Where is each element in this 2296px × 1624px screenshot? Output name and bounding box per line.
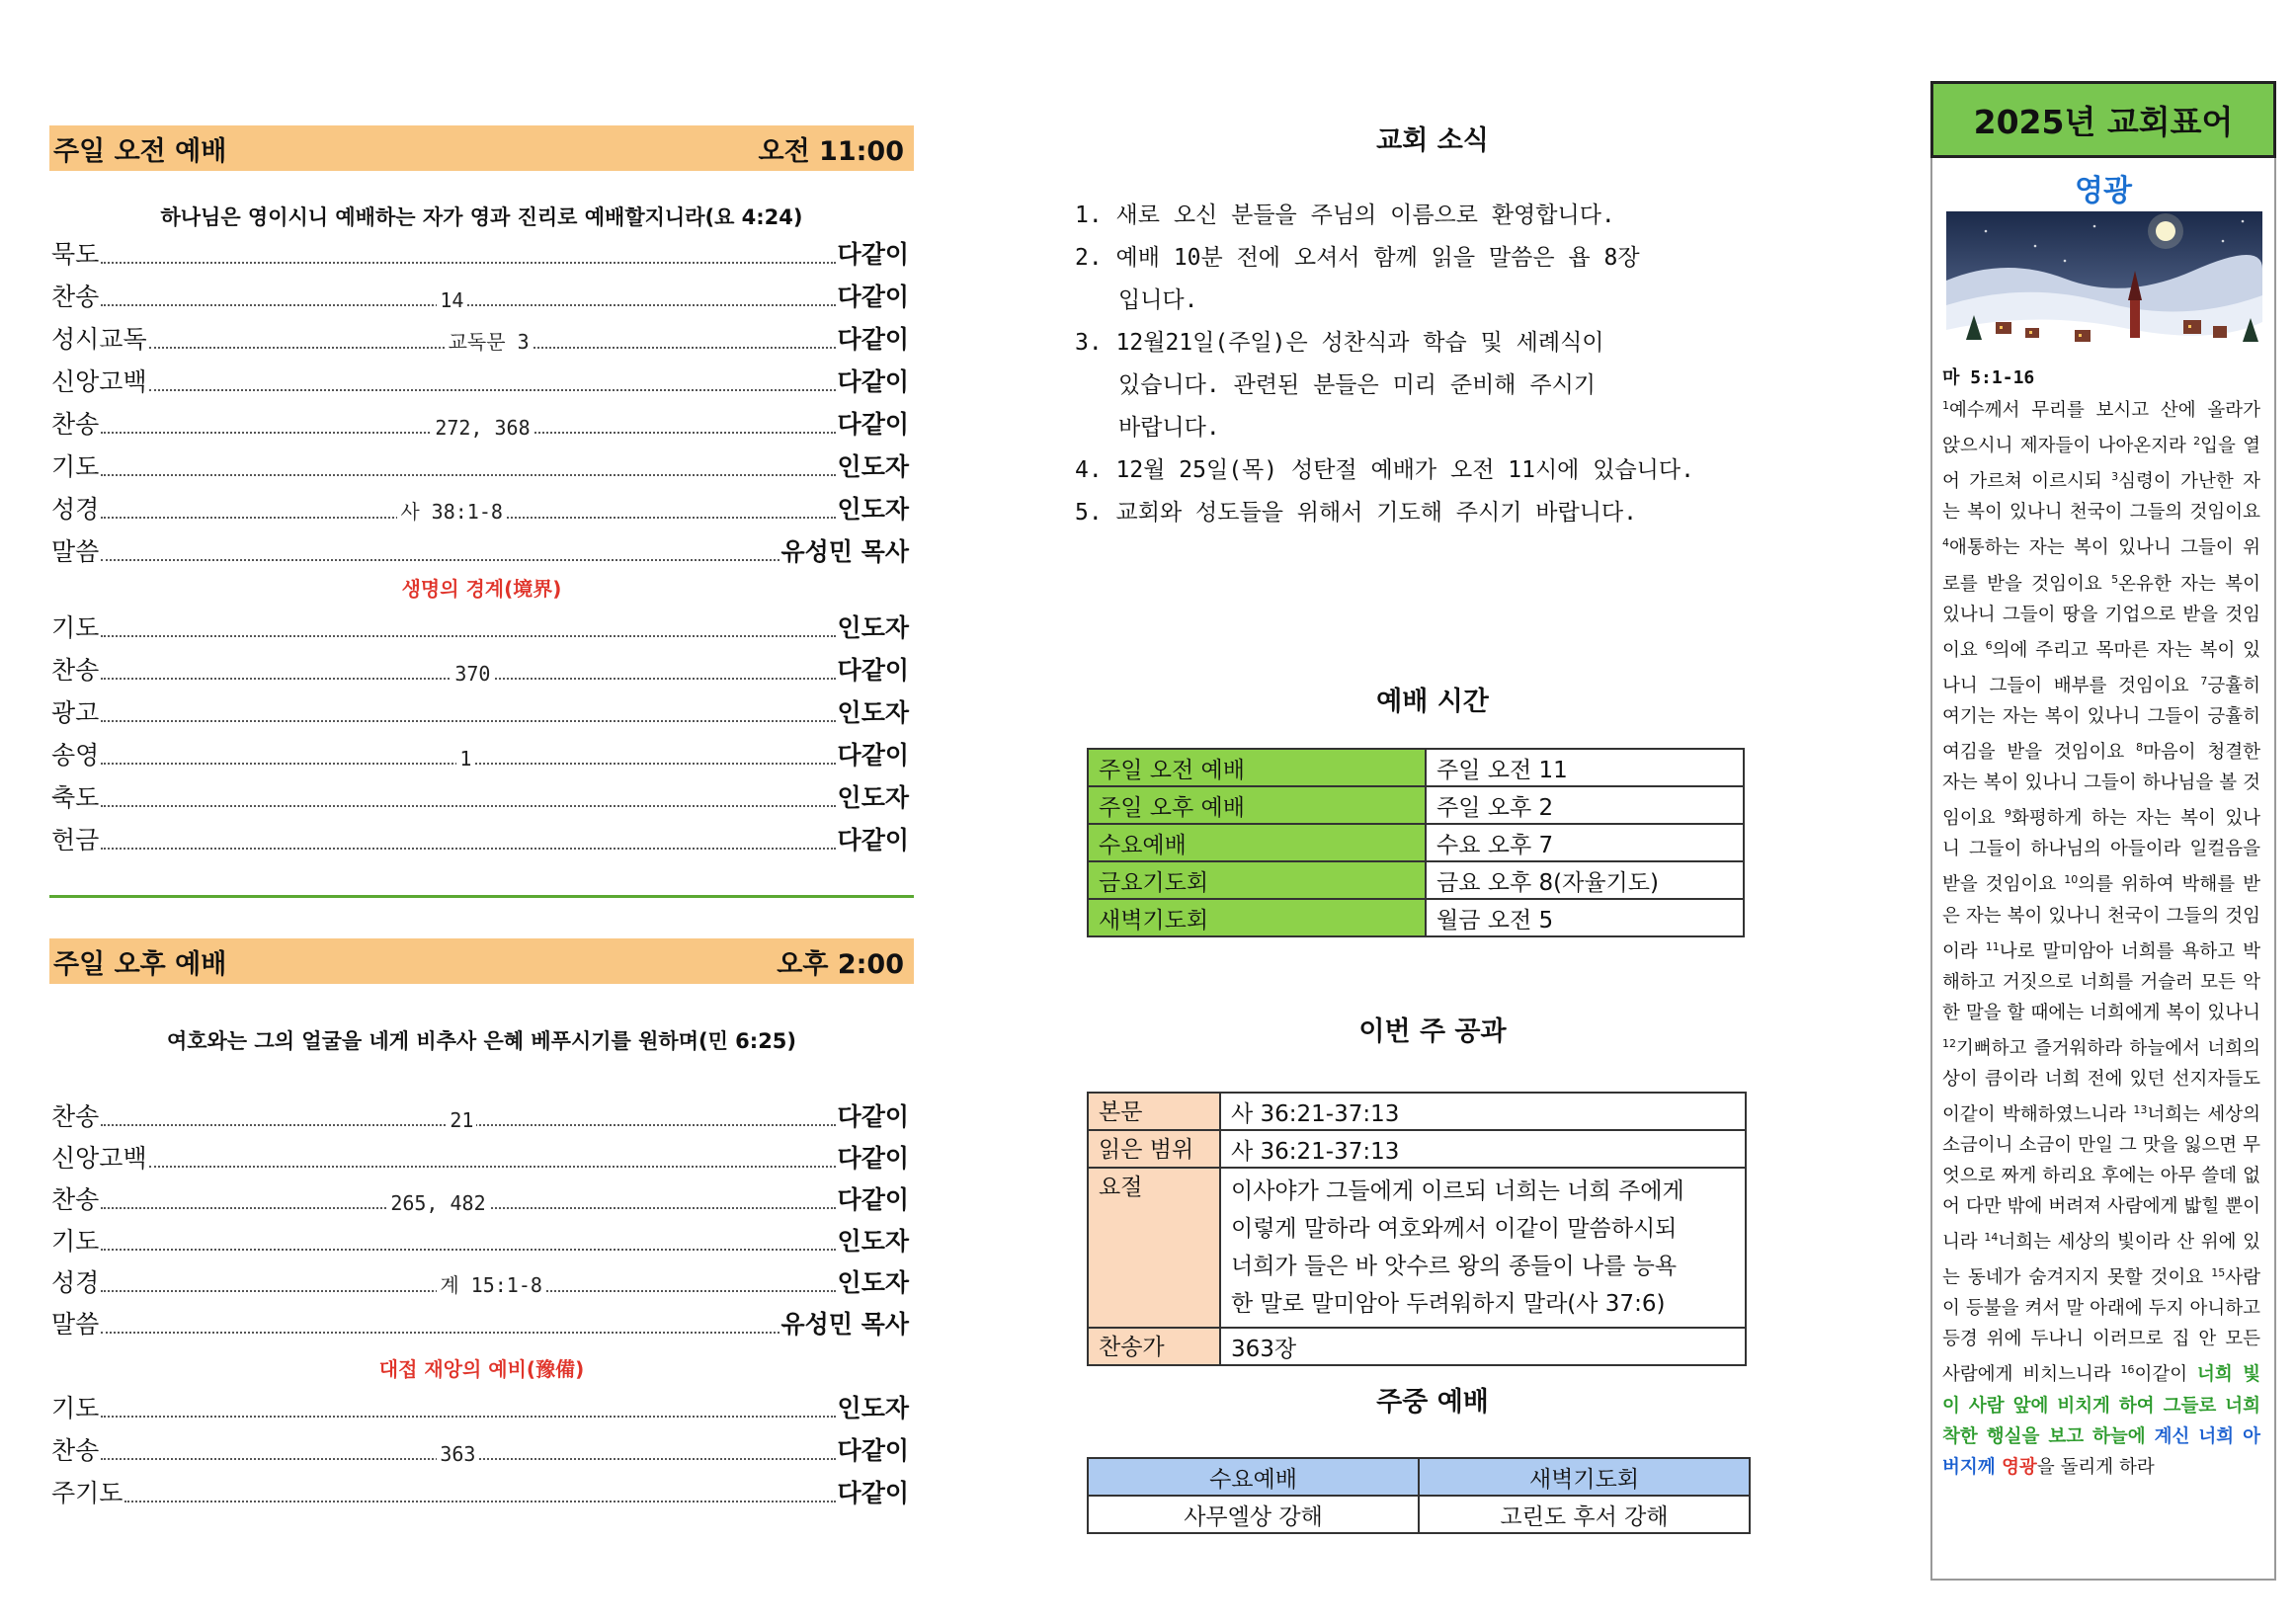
verse-number: 13 xyxy=(2133,1102,2148,1116)
order-row xyxy=(51,1307,909,1340)
dot-leader xyxy=(101,261,835,264)
dot-leader xyxy=(101,634,835,637)
order-leader: 다같이 xyxy=(837,1185,909,1214)
dot-leader xyxy=(101,500,835,524)
order-label: 송영 xyxy=(51,741,100,770)
lesson-table xyxy=(1087,1092,1747,1366)
order-label: 말씀 xyxy=(51,1310,100,1339)
verse-text: 나로 말미암아 너희를 욕하고 박해하고 거짓으로 너희를 거슬러 모든 악한 말을 할 때에는 너희에게 복이 있나니 xyxy=(1942,940,2260,1023)
order-label: 기도 xyxy=(51,452,100,481)
verse-text: 기뻐하고 즐거워하라 하늘에서 너희의 상이 큼이라 너희 전에 있던 선지자들도 이같이 박해하였느니라 xyxy=(1942,1037,2260,1126)
schedule-time: 수요 오후 7 xyxy=(1426,824,1744,861)
order-row xyxy=(51,1099,909,1133)
table-row xyxy=(1088,1168,1746,1328)
order-row xyxy=(51,1182,909,1216)
order-detail: 265, 482 xyxy=(387,1191,488,1215)
verse-number: 7 xyxy=(2200,674,2208,688)
order-row xyxy=(51,823,909,856)
news-line: 2. 예배 10분 전에 오셔서 함께 읽을 말씀은 욥 8장 xyxy=(1075,245,1640,271)
order-row xyxy=(51,492,909,526)
dot-leader xyxy=(101,1415,835,1418)
verse-text: 예수께서 무리를 보시고 산에 올라가 앉으시니 제자들이 나아온지라 xyxy=(1942,400,2260,457)
verse-text: 너희 빛이 사람 앞에 비치게 하여 그들로 너희 착한 행실을 보고 하늘에 xyxy=(1942,1364,2260,1447)
order-label: 찬송 xyxy=(51,1436,100,1465)
schedule-time: 금요 오후 8(자율기도) xyxy=(1426,861,1744,899)
lesson-key-verse xyxy=(1220,1168,1746,1328)
verse-number: 16 xyxy=(2120,1363,2135,1377)
order-label: 찬송 xyxy=(51,410,100,439)
order-label: 찬송 xyxy=(51,1102,100,1131)
news-line: 입니다. xyxy=(1118,287,1198,313)
motto-title: 2025년 교회표어 xyxy=(1930,81,2276,158)
schedule-time: 주일 오후 2 xyxy=(1426,786,1744,824)
order-label: 성경 xyxy=(51,495,100,524)
verse-text: 사람이 등불을 켜서 말 아래에 두지 아니하고 등경 위에 두나니 이러므로 집 안 모든 사람에게 비치느니라 xyxy=(1942,1267,2260,1386)
schedule-time: 주일 오전 11 xyxy=(1426,749,1744,786)
verse-number: 3 xyxy=(2111,470,2119,484)
motto-word: 영광 xyxy=(2075,174,2132,208)
dot-leader xyxy=(101,1442,835,1466)
order-detail: 14 xyxy=(437,288,466,312)
order-leader: 다같이 xyxy=(837,367,909,396)
order-row xyxy=(51,1433,909,1467)
verse-text: 마음이 청결한 자는 복이 있나니 그들이 하나님을 볼 것임이요 xyxy=(1942,742,2261,830)
order-label: 찬송 xyxy=(51,283,100,311)
order-label: 찬송 xyxy=(51,656,100,685)
news-title: 교회 소식 xyxy=(1376,125,1489,156)
schedule-table xyxy=(1087,748,1745,937)
midweek-value: 사무엘상 강해 xyxy=(1088,1496,1419,1533)
schedule-name: 주일 오전 예배 xyxy=(1088,749,1426,786)
lesson-value: 사 36:21-37:13 xyxy=(1220,1093,1746,1130)
dot-leader xyxy=(101,1273,835,1297)
afternoon-service-time: 오후 2:00 xyxy=(777,948,904,980)
order-detail: 363 xyxy=(437,1442,478,1466)
order-leader: 인도자 xyxy=(837,1227,909,1256)
order-row xyxy=(51,1265,909,1299)
afternoon-service-header xyxy=(49,938,914,984)
midweek-title: 주중 예배 xyxy=(1376,1387,1489,1418)
section-divider xyxy=(49,895,914,898)
order-detail: 272, 368 xyxy=(432,416,533,440)
dot-leader xyxy=(101,473,835,476)
verse-number: 5 xyxy=(2111,572,2119,586)
lesson-title: 이번 주 공과 xyxy=(1358,1016,1507,1047)
order-row xyxy=(51,653,909,687)
verse-text: 을 돌리게 하라 xyxy=(2036,1456,2155,1478)
schedule-title: 예배 시간 xyxy=(1376,687,1489,717)
table-row xyxy=(1088,824,1744,861)
dot-leader xyxy=(101,847,835,850)
dot-leader xyxy=(101,1331,779,1334)
order-row xyxy=(51,322,909,356)
key-verse-line: 이사야가 그들에게 이르되 너희는 너희 주에게 xyxy=(1231,1178,1684,1204)
order-detail: 370 xyxy=(451,662,493,686)
order-detail: 1 xyxy=(456,747,474,771)
verse-text: 의에 주리고 목마른 자는 복이 있나니 그들이 배부를 것임이요 xyxy=(1942,639,2261,697)
dot-leader xyxy=(101,1248,835,1251)
motto-reference: 마 5:1-16 xyxy=(1942,367,2035,388)
order-label: 헌금 xyxy=(51,826,100,854)
order-leader: 유성민 목사 xyxy=(780,537,909,566)
key-verse-line: 너희가 들은 바 앗수르 왕의 종들이 나를 능욕 xyxy=(1231,1254,1678,1279)
verse-text: 의를 위하여 박해를 받은 자는 복이 있나니 천국이 그들의 것임이라 xyxy=(1942,874,2260,962)
dot-leader xyxy=(101,804,835,807)
dot-leader xyxy=(101,1108,835,1132)
order-leader: 인도자 xyxy=(837,1268,909,1297)
order-label: 축도 xyxy=(51,783,100,812)
verse-number: 14 xyxy=(1984,1231,1999,1245)
lesson-value: 363장 xyxy=(1220,1328,1746,1365)
table-row xyxy=(1088,1130,1746,1168)
verse-number: 11 xyxy=(1985,939,2000,953)
order-row xyxy=(51,365,909,398)
afternoon-sermon-title: 대접 재앙의 예비(豫備) xyxy=(378,1357,585,1381)
table-row xyxy=(1088,1093,1746,1130)
dot-leader xyxy=(149,1165,836,1168)
table-row xyxy=(1088,899,1744,936)
morning-service-time: 오전 11:00 xyxy=(758,135,904,167)
table-row xyxy=(1088,1328,1746,1365)
lesson-key: 찬송가 xyxy=(1088,1328,1220,1365)
motto-scripture xyxy=(1942,390,2260,1483)
order-leader: 다같이 xyxy=(837,826,909,854)
order-leader: 인도자 xyxy=(837,698,909,727)
order-detail: 사 38:1-8 xyxy=(397,496,506,525)
key-verse-line: 이렇게 말하라 여호와께서 이같이 말씀하시되 xyxy=(1231,1216,1678,1242)
verse-text: 영광 xyxy=(2002,1456,2037,1478)
schedule-name: 금요기도회 xyxy=(1088,861,1426,899)
morning-verse: 하나님은 영이시니 예배하는 자가 영과 진리로 예배할지니라(요 4:24) xyxy=(160,205,803,229)
verse-number: 9 xyxy=(2005,807,2011,821)
order-leader: 다같이 xyxy=(837,325,909,354)
verse-number: 10 xyxy=(2064,873,2079,887)
order-leader: 다같이 xyxy=(837,656,909,685)
verse-text: 온유한 자는 복이 있나니 그들이 땅을 기업으로 받을 것임이요 xyxy=(1942,573,2260,661)
lesson-value: 사 36:21-37:13 xyxy=(1220,1130,1746,1168)
key-verse-line: 한 말로 말미암아 두려워하지 말라(사 37:6) xyxy=(1231,1291,1666,1317)
order-leader: 유성민 목사 xyxy=(780,1310,909,1339)
order-row xyxy=(51,610,909,644)
order-row xyxy=(51,534,909,568)
order-leader: 다같이 xyxy=(837,410,909,439)
winter-village-image xyxy=(1946,211,2262,360)
order-leader: 인도자 xyxy=(837,452,909,481)
table-row xyxy=(1088,786,1744,824)
dot-leader xyxy=(101,1191,835,1215)
order-detail: 계 15:1-8 xyxy=(437,1269,545,1298)
order-label: 기도 xyxy=(51,613,100,642)
order-row xyxy=(51,780,909,814)
dot-leader xyxy=(124,1500,835,1502)
verse-number: 8 xyxy=(2136,741,2144,755)
order-label: 찬송 xyxy=(51,1185,100,1214)
dot-leader xyxy=(149,388,836,391)
order-leader: 인도자 xyxy=(837,613,909,642)
verse-number: 1 xyxy=(1942,399,1949,412)
order-leader: 다같이 xyxy=(837,741,909,770)
order-row xyxy=(51,407,909,441)
order-row xyxy=(51,449,909,483)
order-leader: 인도자 xyxy=(837,783,909,812)
schedule-name: 새벽기도회 xyxy=(1088,899,1426,936)
order-label: 성경 xyxy=(51,1268,100,1297)
order-label: 광고 xyxy=(51,698,100,727)
order-row xyxy=(51,1476,909,1509)
order-label: 기도 xyxy=(51,1394,100,1422)
dot-leader xyxy=(149,330,836,354)
verse-text: 너희는 세상의 빛이라 산 위에 있는 동네가 숨겨지지 못할 것이요 xyxy=(1942,1232,2261,1289)
lesson-key: 요절 xyxy=(1088,1168,1220,1328)
dot-leader xyxy=(101,558,779,561)
verse-text: 긍휼히 여기는 자는 복이 있나니 그들이 긍휼히 여김을 받을 것임이요 xyxy=(1942,676,2260,764)
order-leader: 다같이 xyxy=(837,1436,909,1465)
order-row xyxy=(51,695,909,729)
news-list xyxy=(1075,195,1786,534)
schedule-name: 수요예배 xyxy=(1088,824,1426,861)
news-line: 바랍니다. xyxy=(1118,415,1220,441)
verse-number: 2 xyxy=(2193,435,2201,448)
table-row xyxy=(1088,749,1744,786)
order-row xyxy=(51,1391,909,1424)
order-row xyxy=(51,1141,909,1175)
verse-text: 심령이 가난한 자는 복이 있나니 천국이 그들의 것임이요 xyxy=(1942,471,2260,524)
dot-leader xyxy=(101,747,835,771)
order-leader: 다같이 xyxy=(837,283,909,311)
news-line: 있습니다. 관련된 분들은 미리 준비해 주시기 xyxy=(1118,372,1597,398)
order-label: 신앙고백 xyxy=(51,367,147,396)
lesson-key: 읽은 범위 xyxy=(1088,1130,1220,1168)
midweek-head: 새벽기도회 xyxy=(1419,1458,1750,1496)
midweek-table xyxy=(1087,1457,1751,1534)
order-leader: 다같이 xyxy=(837,1144,909,1173)
schedule-time: 월금 오전 5 xyxy=(1426,899,1744,936)
news-line: 3. 12월21일(주일)은 성찬식과 학습 및 세례식이 xyxy=(1075,330,1604,356)
table-row xyxy=(1088,1458,1750,1496)
morning-service-header xyxy=(49,125,914,171)
verse-text: 이같이 xyxy=(2134,1364,2197,1386)
order-leader: 인도자 xyxy=(837,495,909,524)
verse-number: 4 xyxy=(1942,536,1949,550)
order-leader: 다같이 xyxy=(837,240,909,269)
morning-sermon-title: 생명의 경계(境界) xyxy=(401,577,562,601)
order-label: 성시교독 xyxy=(51,325,147,354)
table-row xyxy=(1088,861,1744,899)
order-row xyxy=(51,1224,909,1258)
order-label: 기도 xyxy=(51,1227,100,1256)
dot-leader xyxy=(101,662,835,686)
verse-text: 애통하는 자는 복이 있나니 그들이 위로를 받을 것임이요 xyxy=(1942,537,2260,595)
dot-leader xyxy=(101,416,835,440)
dot-leader xyxy=(101,719,835,722)
news-line: 4. 12월 25일(목) 성탄절 예배가 오전 11시에 있습니다. xyxy=(1075,457,1694,483)
afternoon-verse: 여호와는 그의 얼굴을 네게 비추사 은혜 베푸시기를 원하며(민 6:25) xyxy=(166,1029,797,1053)
news-line: 5. 교회와 성도들을 위해서 기도해 주시기 바랍니다. xyxy=(1075,500,1637,526)
midweek-value: 고린도 후서 강해 xyxy=(1419,1496,1750,1533)
order-leader: 다같이 xyxy=(837,1479,909,1507)
morning-service-title: 주일 오전 예배 xyxy=(53,135,227,167)
afternoon-service-title: 주일 오후 예배 xyxy=(53,948,227,980)
order-label: 묵도 xyxy=(51,240,100,269)
verse-text: 화평하게 하는 자는 복이 있나니 그들이 하나님의 아들이라 일컬음을 받을 것임이요 xyxy=(1942,808,2260,896)
verse-number: 6 xyxy=(1985,638,1993,652)
verse-number: 12 xyxy=(1942,1036,1956,1050)
order-label: 신앙고백 xyxy=(51,1144,147,1173)
verse-text: 계신 너희 아버지께 xyxy=(1942,1425,2260,1478)
news-line: 1. 새로 오신 분들을 주님의 이름으로 환영합니다. xyxy=(1075,203,1615,228)
order-detail: 교독문 3 xyxy=(446,326,533,355)
order-leader: 다같이 xyxy=(837,1102,909,1131)
order-label: 말씀 xyxy=(51,537,100,566)
verse-text: 너희는 세상의 소금이니 소금이 만일 그 맛을 잃으면 무엇으로 짜게 하리요 후에는 아무 쓸데 없어 다만 밖에 버려져 사람에게 밟힐 뿐이니라 xyxy=(1942,1104,2260,1254)
order-row xyxy=(51,237,909,271)
order-label: 주기도 xyxy=(51,1479,123,1507)
order-leader: 인도자 xyxy=(837,1394,909,1422)
table-row xyxy=(1088,1496,1750,1533)
midweek-head: 수요예배 xyxy=(1088,1458,1419,1496)
schedule-name: 주일 오후 예배 xyxy=(1088,786,1426,824)
order-detail: 21 xyxy=(447,1108,476,1132)
verse-number: 15 xyxy=(2211,1266,2226,1280)
lesson-key: 본문 xyxy=(1088,1093,1220,1130)
order-row xyxy=(51,738,909,771)
verse-text: 입을 열어 가르쳐 이르시되 xyxy=(1942,436,2261,493)
dot-leader xyxy=(101,288,835,312)
order-row xyxy=(51,280,909,313)
